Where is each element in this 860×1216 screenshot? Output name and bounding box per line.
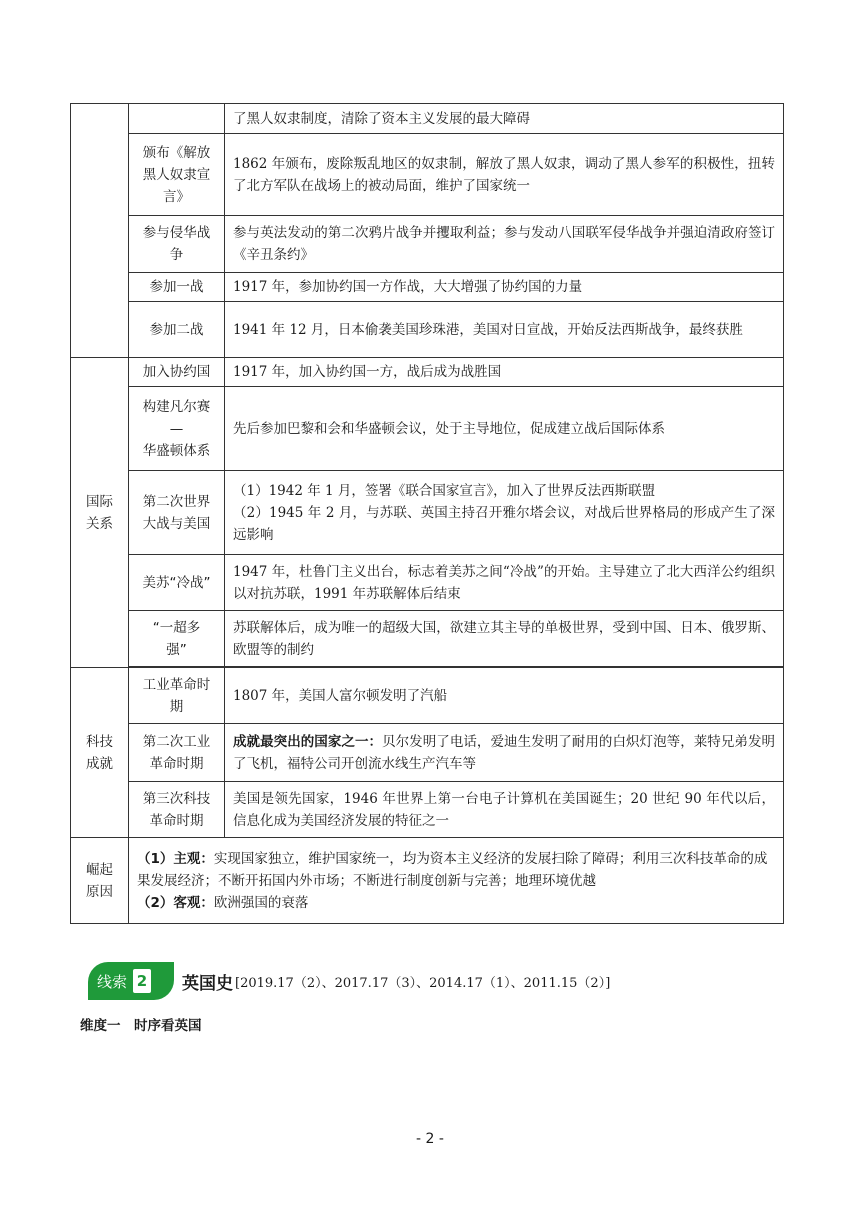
table-row <box>71 782 784 838</box>
table-row <box>71 611 784 667</box>
clue-refs: [2019.17（2）、2017.17（3）、2014.17（1）、2011.15（2）] <box>235 975 611 991</box>
clue-badge <box>88 962 174 1000</box>
desc-cell: 参与英法发动的第二次鸦片战争并攫取利益；参与发动八国联军侵华战争并强迫清政府签订《辛丑条约》 <box>225 216 784 273</box>
desc-line: （2）1945 年 2 月，与苏联、英国主持召开雅尔塔会议，对战后世界格局的形成产生了深远影响 <box>233 504 775 543</box>
desc-cell: 1807 年，美国人富尔顿发明了汽船 <box>225 668 784 724</box>
category-cell-tech: 科技 成就 <box>71 668 129 838</box>
category-cell-intl: 国际 关系 <box>71 358 129 668</box>
table-row <box>71 104 784 134</box>
table-row <box>71 302 784 358</box>
rise-prefix: （1）主观： <box>137 850 214 867</box>
category-cell-continued <box>71 104 129 358</box>
desc-cell: 先后参加巴黎和会和华盛顿会议，处于主导地位，促成建立战后国际体系 <box>225 387 784 471</box>
table-row <box>71 358 784 387</box>
rise-prefix: （2）客观： <box>137 894 214 911</box>
table-row <box>71 471 784 555</box>
sub-cell: 构建凡尔赛 — 华盛顿体系 <box>129 387 225 471</box>
sub-cell: 参加二战 <box>129 302 225 358</box>
desc-cell: 1917 年，参加协约国一方作战，大大增强了协约国的力量 <box>225 273 784 302</box>
rise-line-2 <box>137 892 775 914</box>
clue-heading <box>88 962 610 1000</box>
rise-line-1 <box>137 848 775 892</box>
table-row <box>71 838 784 924</box>
table-row <box>71 216 784 273</box>
category-cell-rise: 崛起 原因 <box>71 838 129 924</box>
table-row <box>71 134 784 216</box>
sub-cell <box>129 104 225 134</box>
dimension-heading: 维度一 时序看英国 <box>80 1018 202 1034</box>
sub-cell: 美苏“冷战” <box>129 555 225 611</box>
desc-line: （1）1942 年 1 月，签署《联合国家宣言》，加入了世界反法西斯联盟 <box>233 482 656 499</box>
bold-prefix: 成就最突出的国家之一： <box>233 733 383 750</box>
rise-text: 实现国家独立，维护国家统一，均为资本主义经济的发展扫除了障碍；利用三次科技革命的成果发展经济；不断开拓国内外市场；不断进行制度创新与完善；地理环境优越 <box>137 850 768 889</box>
sub-cell: 加入协约国 <box>129 358 225 387</box>
rise-desc-cell <box>129 838 784 924</box>
sub-cell: “一超多 强” <box>129 611 225 667</box>
clue-number: 2 <box>133 969 151 993</box>
clue-label: 线索 <box>97 972 128 991</box>
desc-cell: 1862 年颁布，废除叛乱地区的奴隶制，解放了黑人奴隶，调动了黑人参军的积极性，扭转了北方军队在战场上的被动局面，维护了国家统一 <box>225 134 784 216</box>
sub-cell: 第二次工业 革命时期 <box>129 724 225 782</box>
sub-cell: 参加一战 <box>129 273 225 302</box>
table-row <box>71 387 784 471</box>
rise-text: 欧洲强国的衰落 <box>213 894 309 911</box>
table-row <box>71 724 784 782</box>
desc-cell: 1917 年，加入协约国一方，战后成为战胜国 <box>225 358 784 387</box>
sub-cell: 颁布《解放 黑人奴隶宣 言》 <box>129 134 225 216</box>
desc-text: 贝尔发明了电话，爱迪生发明了耐用的白炽灯泡等，莱特兄弟发明了飞机，福特公司开创流水线生产汽车等 <box>233 733 776 772</box>
sub-cell: 第三次科技 革命时期 <box>129 782 225 838</box>
page-number: - 2 - <box>416 1131 444 1147</box>
sub-cell: 工业革命时 期 <box>129 668 225 724</box>
sub-cell: 第二次世界 大战与美国 <box>129 471 225 555</box>
desc-cell: 苏联解体后，成为唯一的超级大国，欲建立其主导的单极世界，受到中国、日本、俄罗斯、欧盟等的制约 <box>225 611 784 667</box>
clue-title: 英国史 <box>182 973 233 994</box>
desc-cell: 1947 年，杜鲁门主义出台，标志着美苏之间“冷战”的开始。主导建立了北大西洋公约组织以对抗苏联，1991 年苏联解体后结束 <box>225 555 784 611</box>
desc-cell: 美国是领先国家，1946 年世界上第一台电子计算机在美国诞生；20 世纪 90 年代以后，信息化成为美国经济发展的特征之一 <box>225 782 784 838</box>
desc-cell: 了黑人奴隶制度，清除了资本主义发展的最大障碍 <box>225 104 784 134</box>
desc-cell <box>225 724 784 782</box>
desc-cell <box>225 471 784 555</box>
table-row <box>71 668 784 724</box>
table-row <box>71 555 784 611</box>
history-table <box>70 103 784 924</box>
table-row <box>71 273 784 302</box>
desc-cell: 1941 年 12 月，日本偷袭美国珍珠港，美国对日宣战，开始反法西斯战争，最终获胜 <box>225 302 784 358</box>
sub-cell: 参与侵华战 争 <box>129 216 225 273</box>
